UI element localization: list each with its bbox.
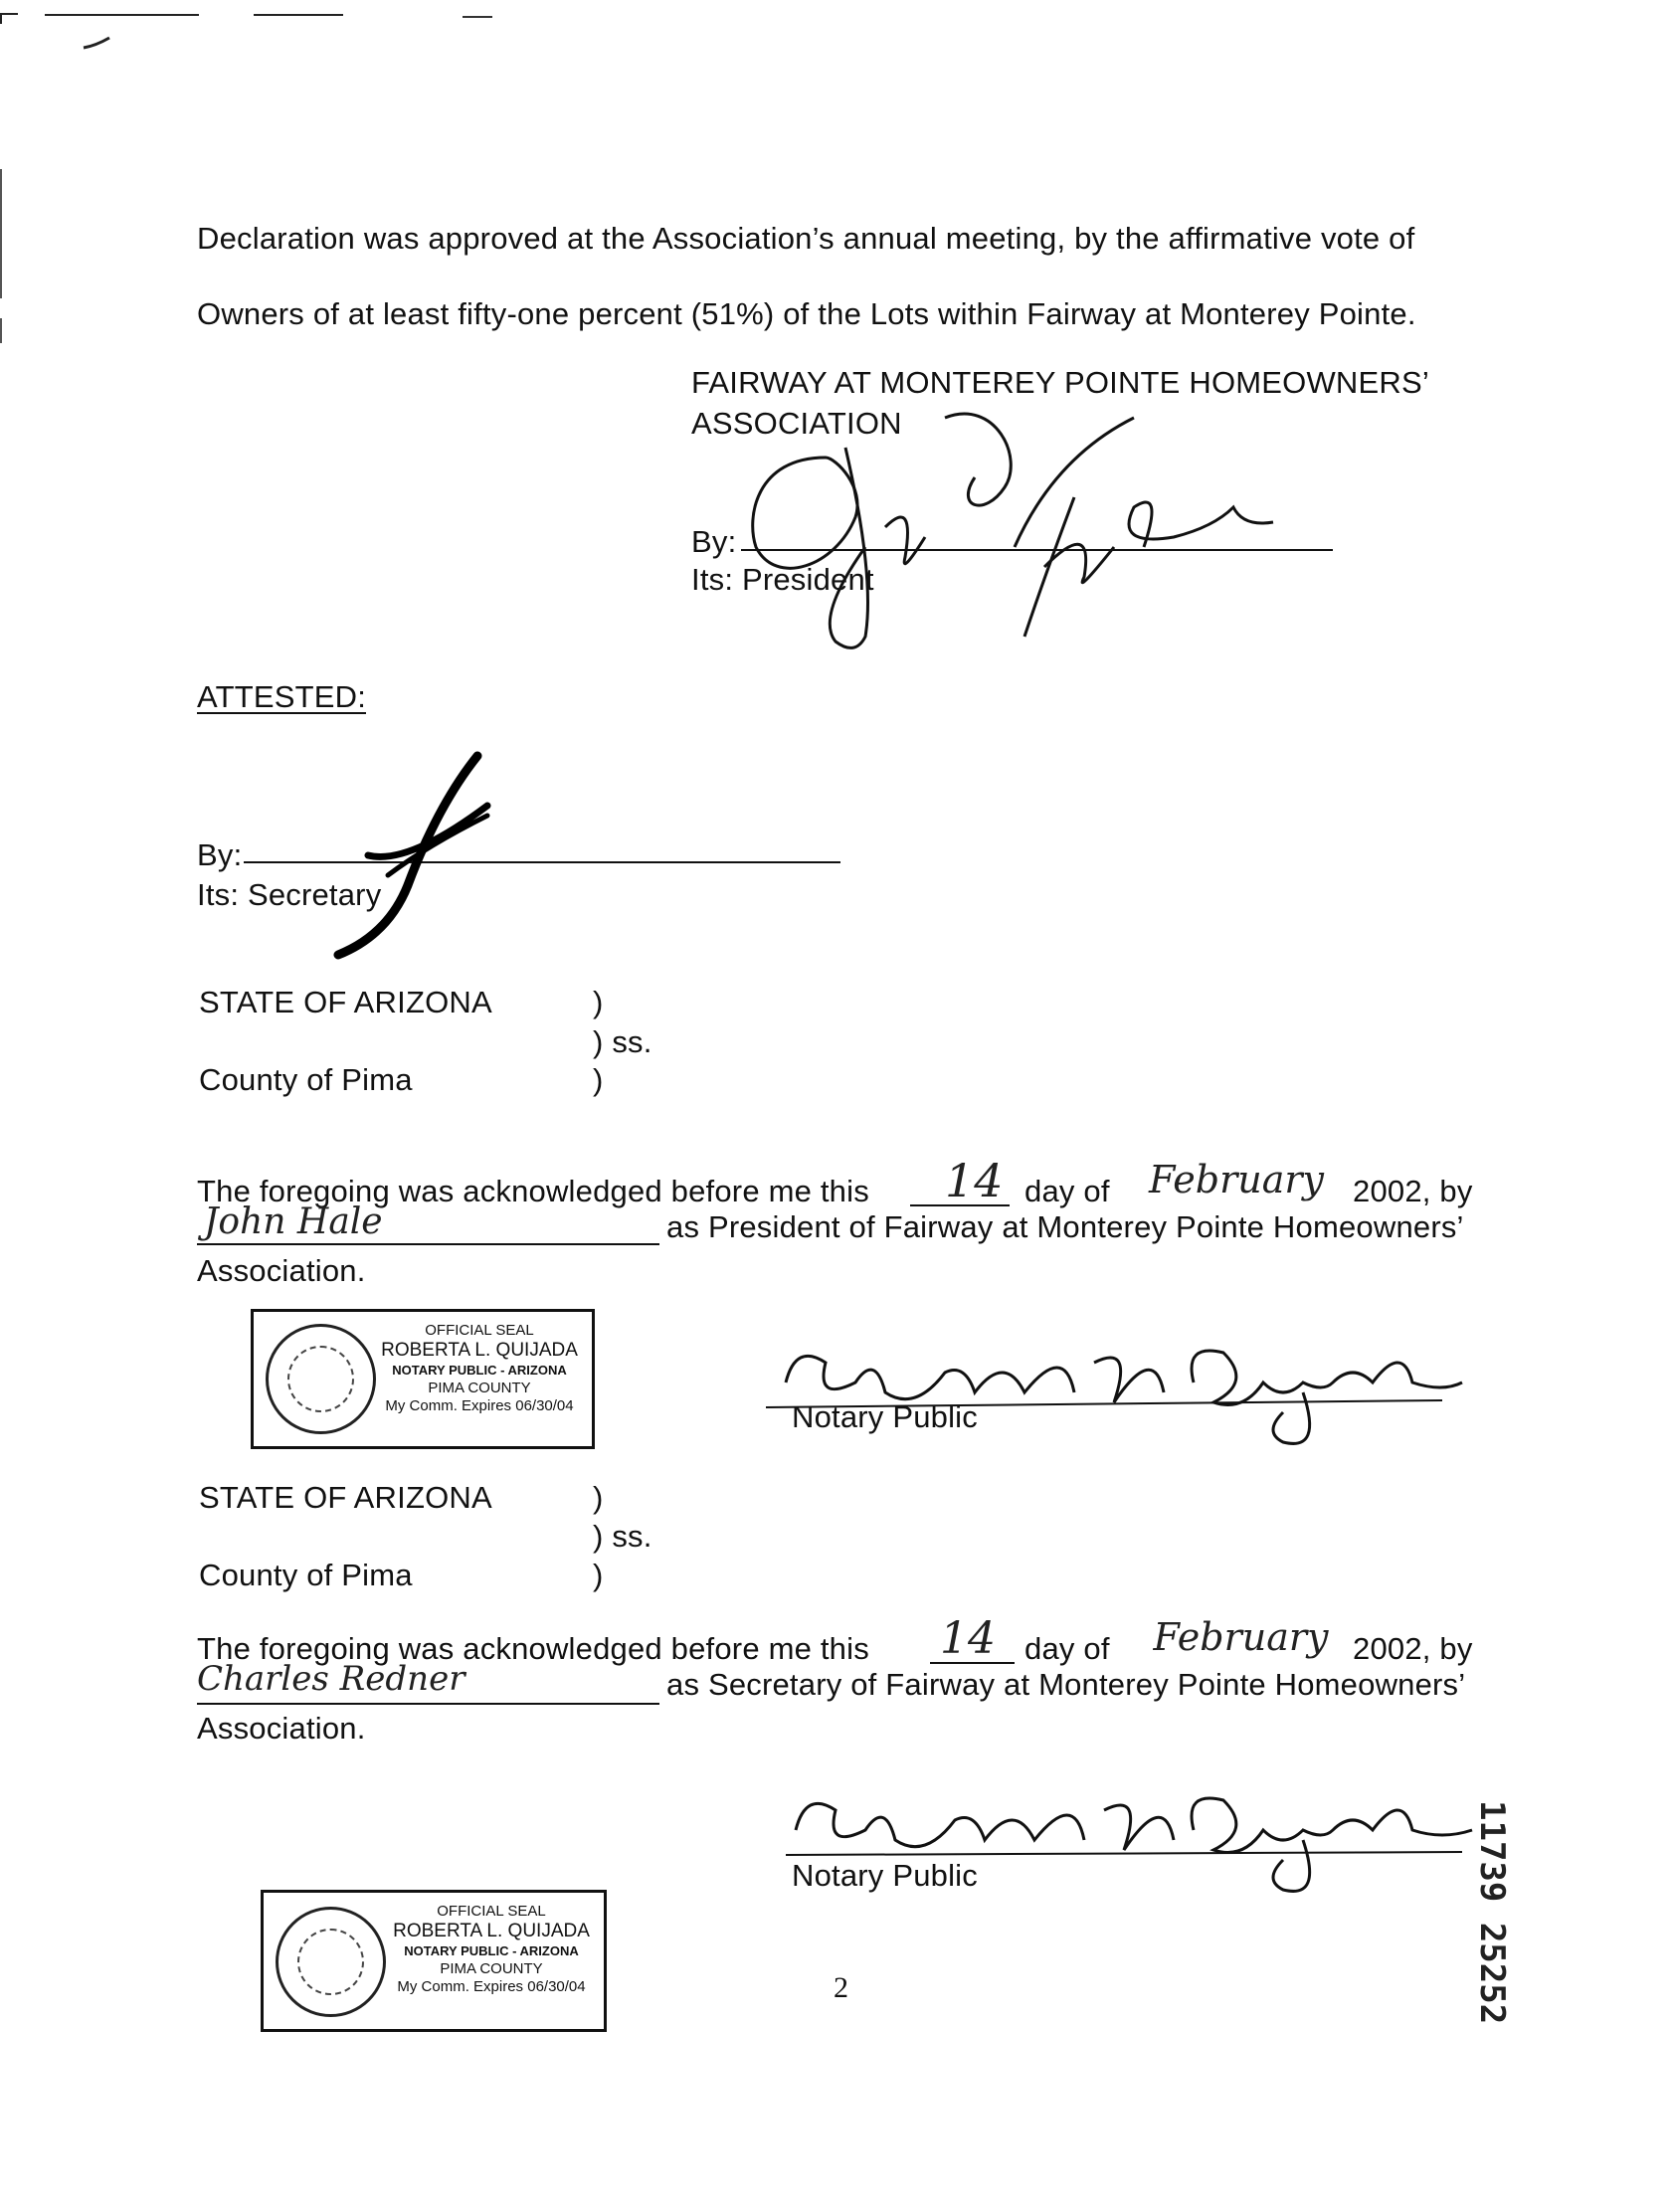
- notary1-month-value: February: [1148, 1158, 1325, 1201]
- notary2-county: County of Pima: [199, 1558, 413, 1592]
- seal-expires: My Comm. Expires 06/30/04: [385, 1397, 574, 1414]
- notary1-person-line: [197, 1243, 659, 1245]
- seal-name: ROBERTA L. QUIJADA: [381, 1340, 578, 1361]
- notary2-person-value: Charles Redner: [197, 1659, 465, 1699]
- notary1-ack-prefix: The foregoing was acknowledged before me this: [197, 1174, 869, 1208]
- secretary-by-label: By:: [197, 837, 243, 872]
- notary1-year-by: 2002, by: [1353, 1174, 1473, 1208]
- notary-seal-stamp: [251, 1309, 595, 1449]
- seal-name: ROBERTA L. QUIJADA: [393, 1921, 590, 1941]
- declaration-line-1: Declaration was approved at the Association’s annual meeting, by the affirmative vote of: [197, 221, 1415, 256]
- notary1-signer-label: Notary Public: [792, 1399, 978, 1434]
- secretary-signature: [318, 746, 577, 965]
- scan-marks: [0, 0, 1674, 60]
- notary2-year-by: 2002, by: [1353, 1631, 1473, 1666]
- notary2-role-text: as Secretary of Fairway at Monterey Pointe Homeowners’: [666, 1667, 1466, 1702]
- notary1-association-word: Association.: [197, 1253, 366, 1288]
- association-name-line-2: ASSOCIATION: [691, 406, 902, 441]
- notary2-day-of: day of: [1024, 1631, 1110, 1666]
- notary1-paren-close: ): [593, 1062, 604, 1097]
- notary1-day-of: day of: [1024, 1174, 1110, 1208]
- association-name-line-1: FAIRWAY AT MONTEREY POINTE HOMEOWNERS’: [691, 365, 1429, 400]
- notary1-paren-open: ): [593, 985, 604, 1019]
- seal-county: PIMA COUNTY: [440, 1960, 543, 1977]
- seal-office: NOTARY PUBLIC - ARIZONA: [392, 1363, 567, 1378]
- margin-recording-number: 11739 25252: [1472, 1800, 1512, 2025]
- seal-title: OFFICIAL SEAL: [425, 1322, 534, 1339]
- declaration-line-2: Owners of at least fifty-one percent (51%) of the Lots within Fairway at Monterey Pointe.: [197, 296, 1416, 331]
- notary2-state: STATE OF ARIZONA: [199, 1480, 492, 1515]
- notary2-person-line: [197, 1703, 659, 1705]
- notary2-ss: ) ss.: [593, 1519, 652, 1554]
- attested-heading: ATTESTED:: [197, 679, 367, 714]
- president-by-label: By:: [691, 524, 737, 559]
- notary2-association-word: Association.: [197, 1711, 366, 1746]
- seal-emblem-icon: [276, 1907, 386, 2017]
- president-its-label: Its: President: [691, 562, 874, 597]
- notary2-month-value: February: [1153, 1615, 1329, 1659]
- notary2-paren-close: ): [593, 1558, 604, 1592]
- notary2-paren-open: ): [593, 1480, 604, 1515]
- notary2-ack-prefix: The foregoing was acknowledged before me this: [197, 1631, 869, 1666]
- notary2-day-value: 14: [940, 1613, 996, 1664]
- notary2-signer-label: Notary Public: [792, 1858, 978, 1893]
- seal-expires: My Comm. Expires 06/30/04: [397, 1978, 586, 1995]
- notary1-ss: ) ss.: [593, 1024, 652, 1059]
- seal-office: NOTARY PUBLIC - ARIZONA: [404, 1943, 579, 1958]
- seal-title: OFFICIAL SEAL: [437, 1903, 546, 1920]
- secretary-its-label: Its: Secretary: [197, 877, 382, 912]
- notary1-day-value: 14: [945, 1154, 1004, 1207]
- seal-emblem-icon: [266, 1324, 376, 1434]
- seal-county: PIMA COUNTY: [428, 1380, 531, 1396]
- notary-seal-stamp-2: [261, 1890, 607, 2032]
- notary1-person-value: John Hale: [204, 1201, 383, 1242]
- notary1-role-text: as President of Fairway at Monterey Pointe Homeowners’: [666, 1209, 1464, 1244]
- notary1-county: County of Pima: [199, 1062, 413, 1097]
- notary1-state: STATE OF ARIZONA: [199, 985, 492, 1019]
- page-number: 2: [834, 1971, 848, 2004]
- president-signature: [716, 398, 1313, 656]
